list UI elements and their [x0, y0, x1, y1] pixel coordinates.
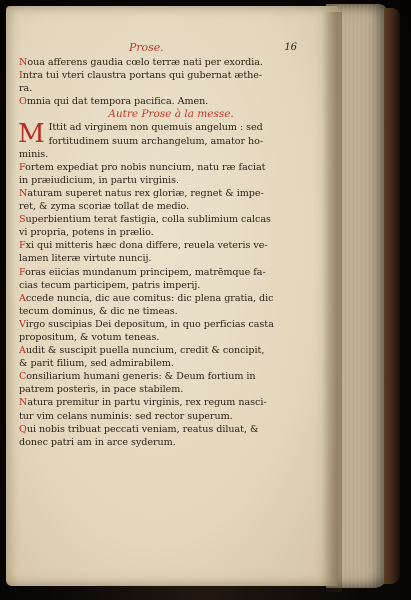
body-line [19, 200, 323, 213]
rubric-initial: V [19, 318, 26, 330]
line-text: & parit filium, sed admirabilem. [19, 358, 174, 370]
body-line [19, 279, 323, 292]
line-text: aturam superet natus rex gloriæ, regnet & impe- [27, 187, 264, 199]
line-text: atura premitur in partu virginis, rex regum nasci- [27, 397, 267, 409]
line-text: cias tecum participem, patris imperij. [19, 279, 201, 291]
line-text: xi qui mitteris hæc dona differe, reuela veteris ve- [25, 240, 268, 252]
gutter-shadow [322, 12, 342, 592]
line-text: vi propria, potens in prælio. [19, 227, 154, 239]
body-line [19, 357, 323, 370]
rubric-initial: N [19, 187, 28, 199]
opening-block [19, 56, 323, 108]
text-lines [19, 56, 323, 449]
body-line [19, 305, 323, 318]
page-header [19, 42, 323, 56]
body-line [19, 410, 323, 423]
rubric-initial: F [19, 240, 26, 252]
body-line [19, 239, 323, 252]
line-text: mnia qui dat tempora pacifica. Amen. [26, 96, 209, 108]
line-text: oras eiicias mundanum principem, matrēmque fa- [25, 266, 266, 278]
body-line [19, 266, 323, 279]
body-line [19, 148, 323, 161]
drop-cap-paragraph [18, 119, 323, 150]
body-line [19, 292, 323, 305]
line-text: ntra tui vteri claustra portans qui gubernat æthe- [22, 70, 263, 82]
rubric-initial: C [19, 371, 27, 383]
line-text: patrem posteris, in pace stabilem. [19, 384, 184, 396]
prose-subtitle: Autre Prose à la messe. [108, 108, 234, 121]
rubric-initial: F [19, 266, 26, 278]
line-text: tur vim celans numinis: sed rector superum. [19, 410, 233, 422]
rubric-initial: S [19, 214, 26, 226]
line-text: tecum dominus, & dic ne timeas. [19, 305, 178, 317]
drop-line-2: fortitudinem suum archangelum, amator ho- [48, 135, 264, 147]
body-line [19, 396, 323, 409]
opening-line [19, 95, 323, 108]
drop-cap-initial: M [18, 119, 45, 150]
rubric-initial: O [19, 96, 27, 108]
body-line [19, 226, 323, 239]
rubric-initial: I [19, 70, 23, 82]
line-text: uperbientium terat fastigia, colla sublimium calcas [25, 214, 271, 226]
line-text: udit & suscipit puella nuncium, credit & concipit, [25, 345, 265, 357]
line-text: ret, & zyma scoriæ tollat de medio. [19, 201, 190, 213]
book-cover [384, 8, 400, 584]
line-text: ra. [19, 83, 33, 95]
line-text: lamen literæ virtute nuncij. [19, 253, 152, 265]
book-page [6, 6, 338, 586]
opening-line [19, 69, 323, 82]
body-line [19, 383, 323, 396]
body-line [19, 436, 323, 449]
opening-line [19, 56, 323, 69]
line-text: minis. [19, 148, 49, 160]
line-text: oua afferens gaudia cœlo terræ nati per exordia. [27, 57, 263, 68]
line-text: onsiliarium humani generis: & Deum fortium in [26, 371, 256, 383]
folio-number: 16 [284, 42, 297, 53]
body-line [19, 252, 323, 265]
rubric-initial: Q [19, 423, 27, 435]
rubric-initial: N [19, 397, 28, 409]
body-line [19, 344, 323, 357]
drop-line-1: Ittit ad virginem non quemuis angelum : sed [48, 122, 263, 134]
body-line [19, 331, 323, 344]
body-line [19, 174, 323, 187]
body-line [19, 161, 323, 174]
opening-line [19, 82, 323, 95]
body-line [19, 187, 323, 200]
line-text: propositum, & votum teneas. [19, 331, 160, 343]
body-line [19, 423, 323, 436]
line-text: ui nobis tribuat peccati veniam, reatus diluat, & [26, 423, 259, 435]
body-line [19, 213, 323, 226]
rubric-initial: F [19, 161, 26, 173]
body-line [19, 318, 323, 331]
line-text: ortem expediat pro nobis nuncium, natu ræ faciat [25, 161, 266, 173]
line-text: in præiudicium, in partu virginis. [19, 174, 179, 186]
body-line [19, 370, 323, 383]
rubric-initial: A [19, 292, 26, 304]
line-text: ccede nuncia, dic aue comitus: dic plena gratia, dic [25, 292, 274, 304]
rubric-initial: N [19, 57, 28, 68]
line-text: donec patri am in arce syderum. [19, 436, 176, 448]
rubric-initial: A [19, 345, 26, 357]
prose-body [19, 148, 323, 449]
running-head: Prose. [129, 41, 164, 54]
line-text: irgo suscipias Dei depositum, in quo perficias casta [25, 318, 274, 330]
